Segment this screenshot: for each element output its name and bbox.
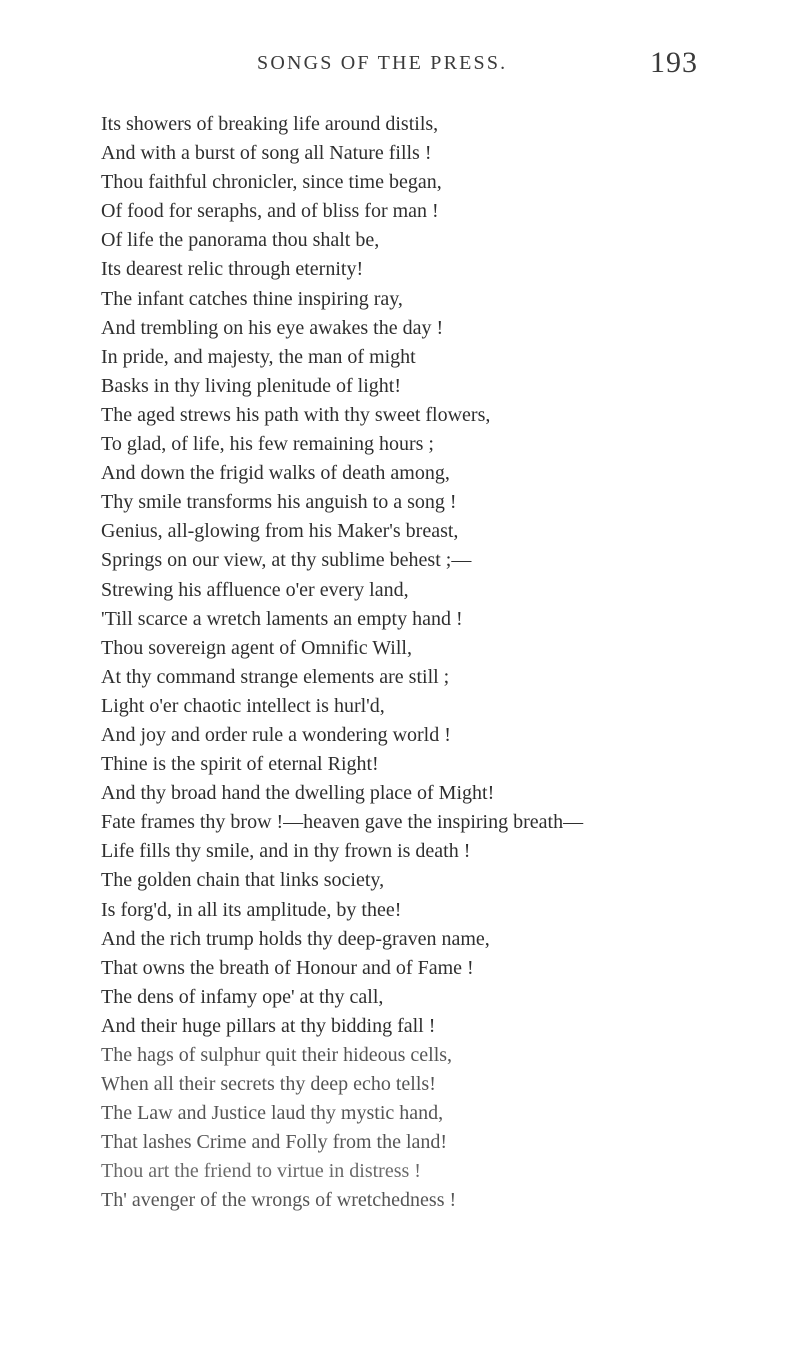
poem-line: 'Till scarce a wretch laments an empty hand ! <box>101 607 463 630</box>
poem-line: And with a burst of song all Nature fills ! <box>101 142 432 165</box>
poem-line: And their huge pillars at thy bidding fall ! <box>101 1014 436 1037</box>
poem-line: The infant catches thine inspiring ray, <box>101 287 403 310</box>
poem-line: Its showers of breaking life around distils, <box>101 113 439 135</box>
poem-line: Thine is the spirit of eternal Right! <box>101 753 379 776</box>
poem-line: At thy command strange elements are still ; <box>101 665 450 688</box>
poem-line: The golden chain that links society, <box>101 869 385 892</box>
running-head <box>0 44 800 92</box>
poem-line: That owns the breath of Honour and of Fame ! <box>101 956 474 979</box>
poem-line: And down the frigid walks of death among, <box>101 462 450 485</box>
poem-line: Fate frames thy brow !—heaven gave the inspiring breath— <box>101 811 584 834</box>
poem-line: When all their secrets thy deep echo tells! <box>101 1073 436 1096</box>
poem-line: Of life the panorama thou shalt be, <box>101 229 380 252</box>
poem-line: Springs on our view, at thy sublime behest ;— <box>101 549 472 572</box>
poem-body <box>101 110 791 1216</box>
poem-line: The Law and Justice laud thy mystic hand, <box>101 1102 444 1125</box>
poem-line: And joy and order rule a wondering world ! <box>101 723 451 746</box>
poem-line: The hags of sulphur quit their hideous cells, <box>101 1044 453 1066</box>
poem-line: Th' avenger of the wrongs of wretchedness ! <box>101 1189 457 1212</box>
poem-line: Basks in thy living plenitude of light! <box>101 374 401 397</box>
poem-line: In pride, and majesty, the man of might <box>101 345 416 368</box>
poem-line: Thou faithful chronicler, since time began, <box>101 171 442 194</box>
poem-line: Thy smile transforms his anguish to a song ! <box>101 491 457 514</box>
poem-line: To glad, of life, his few remaining hours ; <box>101 433 434 456</box>
poem-line: Thou art the friend to virtue in distress ! <box>101 1160 421 1183</box>
poem-line: Genius, all-glowing from his Maker's breast, <box>101 520 459 543</box>
poem-line: And thy broad hand the dwelling place of Might! <box>101 782 495 805</box>
poem-line: Light o'er chaotic intellect is hurl'd, <box>101 694 385 717</box>
poem-line: Thou sovereign agent of Omnific Will, <box>101 636 412 659</box>
poem-line: Strewing his affluence o'er every land, <box>101 578 409 601</box>
poem-line: The dens of infamy ope' at thy call, <box>101 985 384 1008</box>
running-title: SONGS OF THE PRESS. <box>257 52 508 74</box>
poem-line: And the rich trump holds thy deep-graven name, <box>101 927 490 950</box>
poem-line: That lashes Crime and Folly from the land! <box>101 1131 448 1154</box>
poem-line: Its dearest relic through eternity! <box>101 258 364 281</box>
poem-line: Of food for seraphs, and of bliss for man ! <box>101 200 439 223</box>
poem-line: Is forg'd, in all its amplitude, by thee! <box>101 898 402 921</box>
poem-line: The aged strews his path with thy sweet flowers, <box>101 403 491 426</box>
poem-line: Life fills thy smile, and in thy frown is death ! <box>101 840 471 863</box>
page-number: 193 <box>650 46 698 79</box>
poem-line: And trembling on his eye awakes the day ! <box>101 316 444 339</box>
